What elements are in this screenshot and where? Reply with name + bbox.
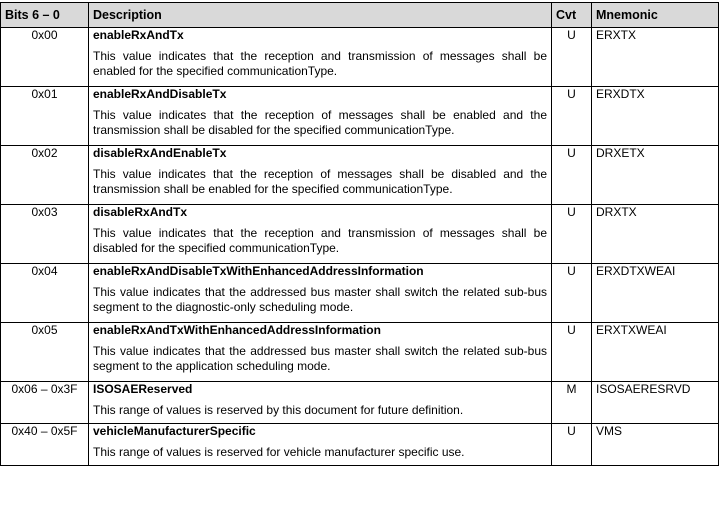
mnemonic-cell: ERXDTX (592, 87, 719, 146)
bits-cell: 0x01 (1, 87, 89, 146)
table-row (1, 205, 719, 264)
bits-cell: 0x03 (1, 205, 89, 264)
description-cell (89, 382, 552, 424)
value-description: This value indicates that the reception of messages shall be enabled and the transmission shall be disabled for the specified communicationType. (93, 108, 547, 137)
value-name: disableRxAndTx (93, 205, 188, 219)
mnemonic-cell: DRXTX (592, 205, 719, 264)
table-row (1, 28, 719, 87)
description-cell (89, 205, 552, 264)
value-name: vehicleManufacturerSpecific (93, 424, 256, 438)
cvt-cell: U (552, 205, 592, 264)
description-cell (89, 424, 552, 466)
table-row (1, 264, 719, 323)
table-row (1, 382, 719, 424)
description-cell (89, 146, 552, 205)
cvt-cell: U (552, 424, 592, 466)
description-cell (89, 323, 552, 382)
mnemonic-cell: ERXDTXWEAI (592, 264, 719, 323)
mnemonic-cell: VMS (592, 424, 719, 466)
value-name: enableRxAndTxWithEnhancedAddressInformation (93, 323, 381, 337)
bits-cell: 0x40 – 0x5F (1, 424, 89, 466)
bits-cell: 0x00 (1, 28, 89, 87)
value-description: This value indicates that the reception of messages shall be disabled and the transmission shall be enabled for the specified communicationType. (93, 167, 547, 196)
bits-cell: 0x05 (1, 323, 89, 382)
value-name: disableRxAndEnableTx (93, 146, 227, 160)
header-mnemonic: Mnemonic (592, 3, 719, 28)
cvt-cell: U (552, 87, 592, 146)
value-description: This value indicates that the addressed bus master shall switch the related sub-bus segment to the application scheduling mode. (93, 344, 547, 373)
table-row (1, 424, 719, 466)
cvt-cell: U (552, 28, 592, 87)
value-description: This value indicates that the reception and transmission of messages shall be disabled for the specified communicationType. (93, 226, 547, 255)
cvt-cell: U (552, 264, 592, 323)
bits-cell: 0x02 (1, 146, 89, 205)
mnemonic-cell: ERXTX (592, 28, 719, 87)
value-name: ISOSAEReserved (93, 382, 193, 396)
value-description: This range of values is reserved by this document for future definition. (93, 403, 464, 417)
description-cell (89, 87, 552, 146)
mnemonic-cell: ISOSAERESRVD (592, 382, 719, 424)
value-name: enableRxAndDisableTx (93, 87, 227, 101)
value-description: This value indicates that the reception and transmission of messages shall be enabled for the specified communicationType. (93, 49, 547, 78)
table-row (1, 323, 719, 382)
table-header-row (1, 3, 719, 28)
header-cvt: Cvt (552, 3, 592, 28)
table-row (1, 87, 719, 146)
value-description: This value indicates that the addressed bus master shall switch the related sub-bus segment to the diagnostic-only scheduling mode. (93, 285, 547, 314)
value-description: This range of values is reserved for vehicle manufacturer specific use. (93, 445, 465, 459)
bits-cell: 0x04 (1, 264, 89, 323)
mnemonic-cell: ERXTXWEAI (592, 323, 719, 382)
description-cell (89, 264, 552, 323)
control-type-table (0, 2, 719, 466)
cvt-cell: M (552, 382, 592, 424)
value-name: enableRxAndDisableTxWithEnhancedAddressInformation (93, 264, 424, 278)
mnemonic-cell: DRXETX (592, 146, 719, 205)
header-description: Description (89, 3, 552, 28)
description-cell (89, 28, 552, 87)
value-name: enableRxAndTx (93, 28, 184, 42)
header-bits: Bits 6 – 0 (1, 3, 89, 28)
cvt-cell: U (552, 146, 592, 205)
cvt-cell: U (552, 323, 592, 382)
bits-cell: 0x06 – 0x3F (1, 382, 89, 424)
table-row (1, 146, 719, 205)
